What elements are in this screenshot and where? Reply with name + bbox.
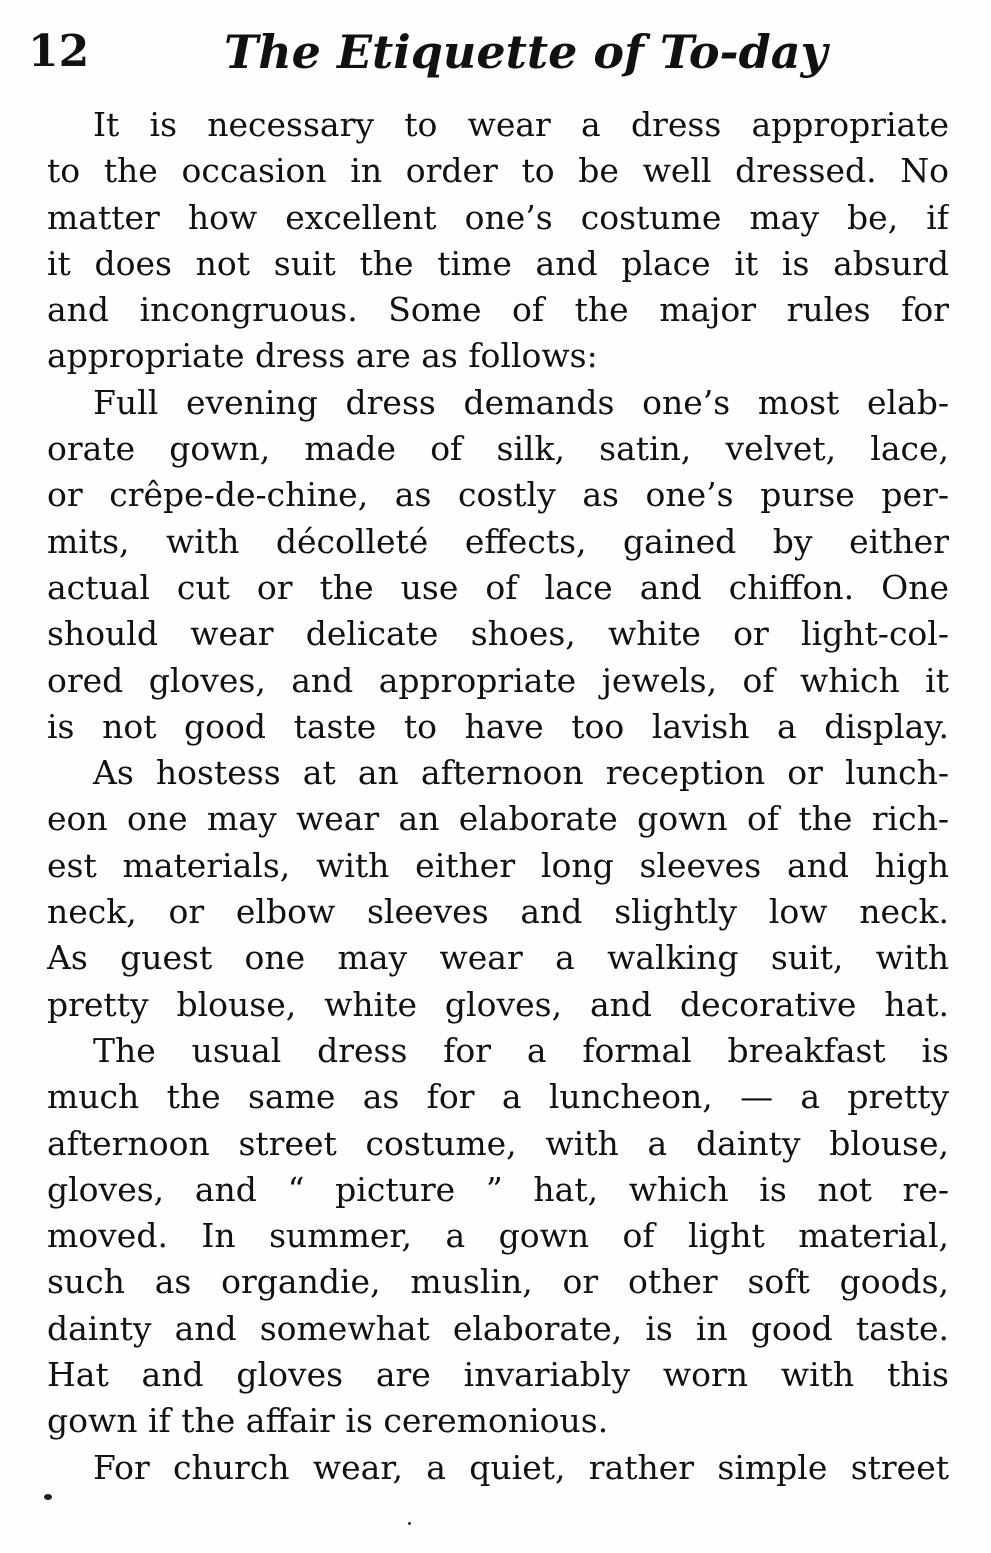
text-line: orate gown, made of silk, satin, velvet, lace, xyxy=(47,429,949,469)
text-line: mits, with décolleté effects, gained by either xyxy=(47,521,949,561)
ink-speck xyxy=(44,1494,52,1500)
text-line: much the same as for a luncheon, — a pretty xyxy=(47,1077,949,1117)
text-line: should wear delicate shoes, white or light-col- xyxy=(47,614,949,654)
body-text xyxy=(47,102,949,1491)
page-header xyxy=(28,18,968,88)
text-line: As guest one may wear a walking suit, with xyxy=(47,938,949,978)
text-line: gloves, and “ picture ” hat, which is not re- xyxy=(47,1169,949,1209)
text-line: The usual dress for a formal breakfast is xyxy=(93,1030,949,1070)
text-line: afternoon street costume, with a dainty blouse, xyxy=(47,1123,949,1163)
text-line: matter how excellent one’s costume may be, if xyxy=(47,197,949,237)
text-line: pretty blouse, white gloves, and decorative hat. xyxy=(47,984,949,1024)
text-line: As hostess at an afternoon reception or lunch- xyxy=(93,753,949,793)
text-line: est materials, with either long sleeves and high xyxy=(47,845,949,885)
text-line: moved. In summer, a gown of light material, xyxy=(47,1216,949,1256)
text-line: such as organdie, muslin, or other soft goods, xyxy=(47,1262,949,1302)
page-number: 12 xyxy=(28,26,90,77)
text-line: and incongruous. Some of the major rules for xyxy=(47,290,949,330)
text-line: appropriate dress are as follows: xyxy=(47,336,598,376)
text-line: eon one may wear an elaborate gown of the rich- xyxy=(47,799,949,839)
text-line: It is necessary to wear a dress appropriate xyxy=(93,105,949,144)
text-line: is not good taste to have too lavish a display. xyxy=(47,706,949,746)
text-line: to the occasion in order to be well dressed. No xyxy=(47,151,949,191)
text-line: it does not suit the time and place it is absurd xyxy=(47,243,949,283)
text-line: Full evening dress demands one’s most elab- xyxy=(93,382,949,422)
text-line: or crêpe-de-chine, as costly as one’s purse per- xyxy=(47,475,949,515)
text-line: neck, or elbow sleeves and slightly low neck. xyxy=(47,892,949,932)
running-title: The Etiquette of To-day xyxy=(224,25,828,79)
text-line: For church wear, a quiet, rather simple street xyxy=(93,1447,949,1487)
text-line: Hat and gloves are invariably worn with this xyxy=(47,1355,949,1395)
text-line: ored gloves, and appropriate jewels, of which it xyxy=(47,660,949,700)
ink-speck xyxy=(408,1522,411,1525)
text-line: gown if the affair is ceremonious. xyxy=(47,1401,609,1441)
text-line: dainty and somewhat elaborate, is in good taste. xyxy=(47,1308,949,1348)
text-line: actual cut or the use of lace and chiffon. One xyxy=(47,567,949,607)
